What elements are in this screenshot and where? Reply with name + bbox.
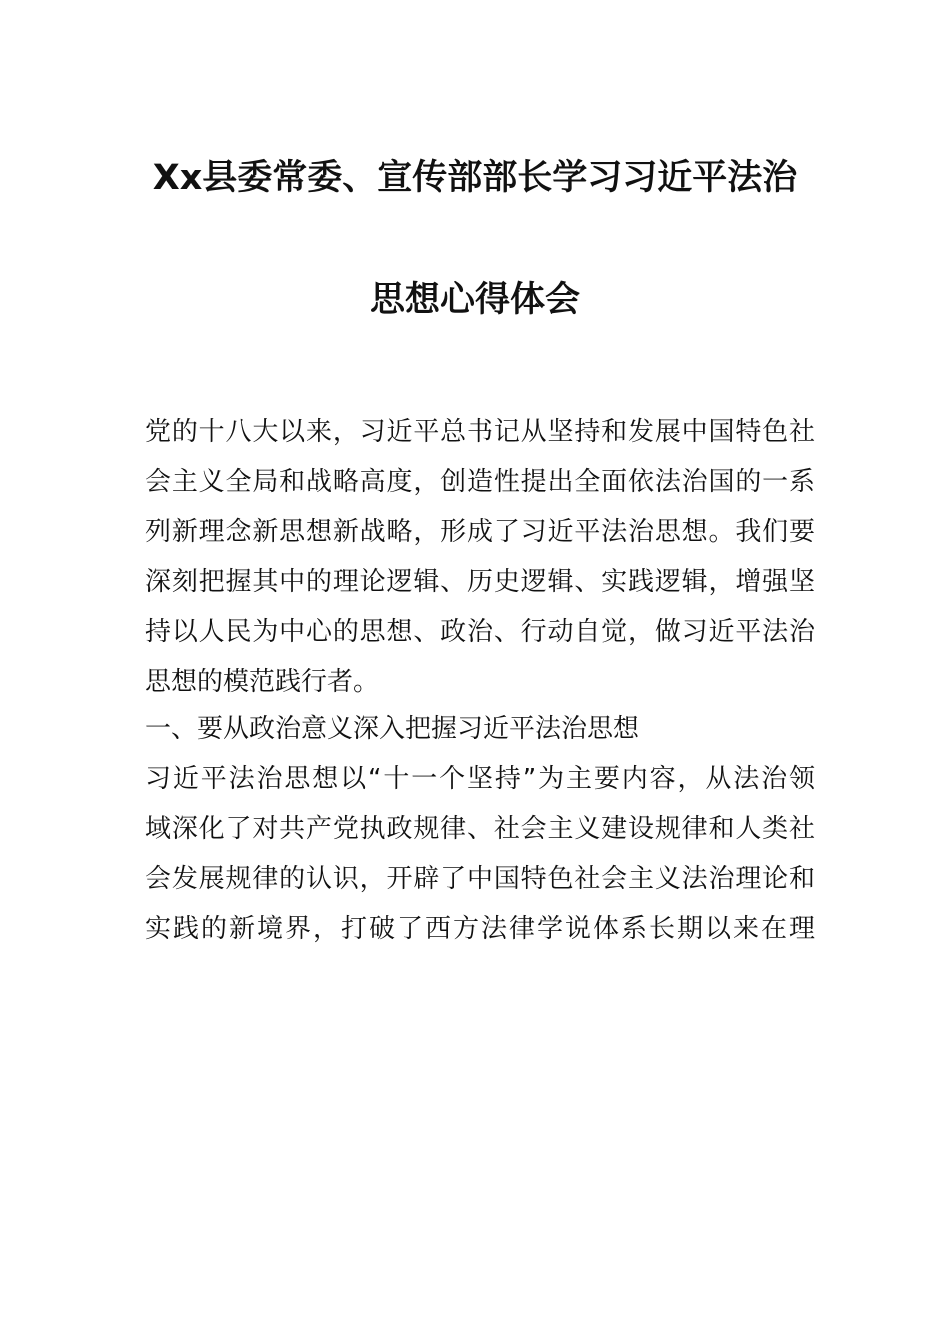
paragraph-line: 列新理念新思想新战略，形成了习近平法治思想。我们要 <box>145 517 815 547</box>
paragraph-line: 实践的新境界，打破了西方法律学说体系长期以来在理 <box>145 914 815 944</box>
paragraph-line: 会主义全局和战略高度，创造性提出全面依法治国的一系 <box>145 467 815 497</box>
section-heading <box>145 704 815 754</box>
document-title-line-1: Xx县委常委、宣传部部长学习习近平法治 <box>152 158 798 198</box>
document-title-line-2: 思想心得体会 <box>369 280 580 320</box>
paragraph-line: 会发展规律的认识，开辟了中国特色社会主义法治理论和 <box>145 864 815 894</box>
paragraph-line: 党的十八大以来，习近平总书记从坚持和发展中国特色社 <box>145 417 815 447</box>
paragraph-line: 深刻把握其中的理论逻辑、历史逻辑、实践逻辑，增强坚 <box>145 567 815 597</box>
paragraph-line: 域深化了对共产党执政规律、社会主义建设规律和人类社 <box>145 814 815 844</box>
paragraph-line: 持以人民为中心的思想、政治、行动自觉，做习近平法治 <box>145 617 815 647</box>
paragraph-line: 习近平法治思想以“十一个坚持”为主要内容，从法治领 <box>145 764 815 794</box>
intro-paragraph <box>145 407 815 707</box>
paragraph-line: 思想的模范践行者。 <box>145 667 380 697</box>
section-heading-text: 一、要从政治意义深入把握习近平法治思想 <box>145 714 640 744</box>
section-paragraph <box>145 754 815 954</box>
